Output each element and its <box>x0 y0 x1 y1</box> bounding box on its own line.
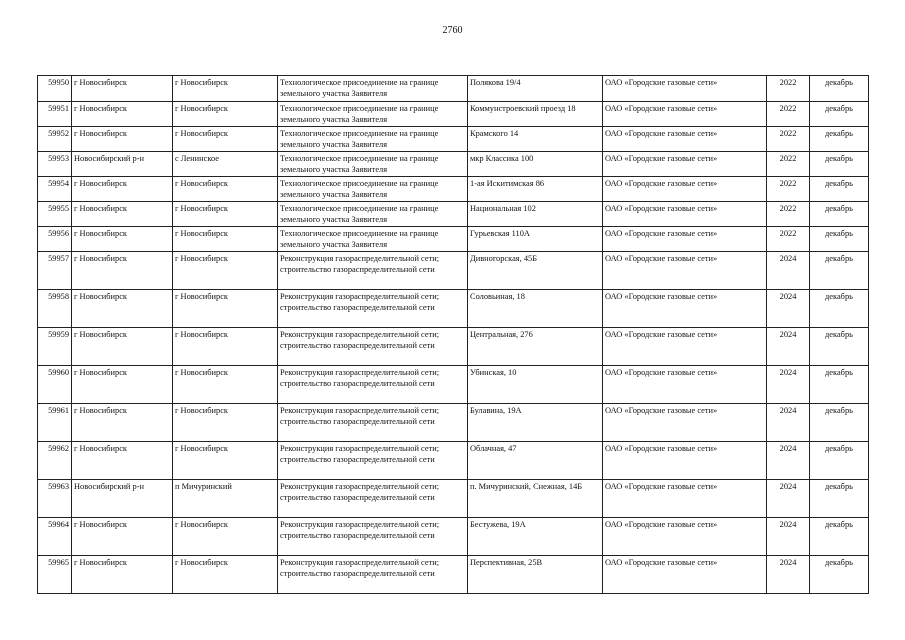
work-type-cell: Реконструкция газораспределительной сети; строительство газораспределительной сети <box>278 480 468 518</box>
row-number: 59956 <box>38 227 72 252</box>
row-number: 59957 <box>38 252 72 290</box>
organization-cell: ОАО «Городские газовые сети» <box>603 328 767 366</box>
district-cell: г Новосибирск <box>72 227 173 252</box>
organization-cell: ОАО «Городские газовые сети» <box>603 76 767 102</box>
work-type-cell: Реконструкция газораспределительной сети; строительство газораспределительной сети <box>278 290 468 328</box>
organization-cell: ОАО «Городские газовые сети» <box>603 252 767 290</box>
organization-cell: ОАО «Городские газовые сети» <box>603 102 767 127</box>
organization-cell: ОАО «Городские газовые сети» <box>603 366 767 404</box>
table-row <box>38 480 869 518</box>
year-cell: 2022 <box>767 152 810 177</box>
locality-cell: г Новосибирск <box>173 366 278 404</box>
year-cell: 2024 <box>767 442 810 480</box>
table-row <box>38 328 869 366</box>
month-cell: декабрь <box>810 76 869 102</box>
locality-cell: п Мичуринский <box>173 480 278 518</box>
month-cell: декабрь <box>810 127 869 152</box>
month-cell: декабрь <box>810 102 869 127</box>
locality-cell: г Новосибирск <box>173 227 278 252</box>
work-type-cell: Технологическое присоединение на границе земельного участка Заявителя <box>278 227 468 252</box>
month-cell: декабрь <box>810 556 869 594</box>
work-type-cell: Реконструкция газораспределительной сети; строительство газораспределительной сети <box>278 328 468 366</box>
table-row <box>38 177 869 202</box>
organization-cell: ОАО «Городские газовые сети» <box>603 518 767 556</box>
year-cell: 2024 <box>767 366 810 404</box>
row-number: 59953 <box>38 152 72 177</box>
address-cell: Центральная, 276 <box>468 328 603 366</box>
locality-cell: г Новосибирск <box>173 177 278 202</box>
table-row <box>38 102 869 127</box>
district-cell: г Новосибирск <box>72 518 173 556</box>
month-cell: декабрь <box>810 227 869 252</box>
row-number: 59965 <box>38 556 72 594</box>
work-type-cell: Технологическое присоединение на границе земельного участка Заявителя <box>278 102 468 127</box>
address-cell: мкр Классика 100 <box>468 152 603 177</box>
work-type-cell: Реконструкция газораспределительной сети; строительство газораспределительной сети <box>278 366 468 404</box>
organization-cell: ОАО «Городские газовые сети» <box>603 480 767 518</box>
month-cell: декабрь <box>810 366 869 404</box>
work-type-cell: Реконструкция газораспределительной сети; строительство газораспределительной сети <box>278 556 468 594</box>
month-cell: декабрь <box>810 480 869 518</box>
district-cell: г Новосибирск <box>72 556 173 594</box>
table-row <box>38 556 869 594</box>
organization-cell: ОАО «Городские газовые сети» <box>603 127 767 152</box>
year-cell: 2022 <box>767 202 810 227</box>
year-cell: 2022 <box>767 76 810 102</box>
table-body <box>38 76 869 594</box>
locality-cell: с Ленинское <box>173 152 278 177</box>
organization-cell: ОАО «Городские газовые сети» <box>603 152 767 177</box>
address-cell: Гурьевская 110А <box>468 227 603 252</box>
row-number: 59954 <box>38 177 72 202</box>
work-type-cell: Реконструкция газораспределительной сети; строительство газораспределительной сети <box>278 442 468 480</box>
district-cell: г Новосибирск <box>72 252 173 290</box>
address-cell: Соловьиная, 18 <box>468 290 603 328</box>
row-number: 59951 <box>38 102 72 127</box>
row-number: 59959 <box>38 328 72 366</box>
table-row <box>38 290 869 328</box>
row-number: 59962 <box>38 442 72 480</box>
locality-cell: г Новосибирск <box>173 102 278 127</box>
district-cell: г Новосибирск <box>72 328 173 366</box>
locality-cell: г Новосибирск <box>173 328 278 366</box>
organization-cell: ОАО «Городские газовые сети» <box>603 404 767 442</box>
month-cell: декабрь <box>810 518 869 556</box>
month-cell: декабрь <box>810 252 869 290</box>
district-cell: г Новосибирск <box>72 177 173 202</box>
district-cell: г Новосибирск <box>72 442 173 480</box>
month-cell: декабрь <box>810 177 869 202</box>
table-row <box>38 76 869 102</box>
table-row <box>38 252 869 290</box>
year-cell: 2024 <box>767 404 810 442</box>
district-cell: г Новосибирск <box>72 127 173 152</box>
address-cell: Булавина, 19А <box>468 404 603 442</box>
row-number: 59950 <box>38 76 72 102</box>
locality-cell: г Новосибирск <box>173 442 278 480</box>
district-cell: г Новосибирск <box>72 76 173 102</box>
year-cell: 2024 <box>767 290 810 328</box>
month-cell: декабрь <box>810 290 869 328</box>
year-cell: 2022 <box>767 177 810 202</box>
year-cell: 2022 <box>767 102 810 127</box>
row-number: 59964 <box>38 518 72 556</box>
table-row <box>38 442 869 480</box>
locality-cell: г Новосибирск <box>173 127 278 152</box>
district-cell: г Новосибирск <box>72 366 173 404</box>
work-type-cell: Технологическое присоединение на границе земельного участка Заявителя <box>278 202 468 227</box>
work-type-cell: Технологическое присоединение на границе земельного участка Заявителя <box>278 177 468 202</box>
table-row <box>38 366 869 404</box>
district-cell: г Новосибирск <box>72 404 173 442</box>
locality-cell: г Новосибирск <box>173 290 278 328</box>
year-cell: 2024 <box>767 480 810 518</box>
month-cell: декабрь <box>810 442 869 480</box>
row-number: 59960 <box>38 366 72 404</box>
table-row <box>38 127 869 152</box>
organization-cell: ОАО «Городские газовые сети» <box>603 227 767 252</box>
address-cell: Крамского 14 <box>468 127 603 152</box>
table-row <box>38 227 869 252</box>
year-cell: 2024 <box>767 252 810 290</box>
address-cell: Дивногорская, 45Б <box>468 252 603 290</box>
locality-cell: г Новосибирск <box>173 252 278 290</box>
month-cell: декабрь <box>810 202 869 227</box>
month-cell: декабрь <box>810 152 869 177</box>
table-row <box>38 518 869 556</box>
month-cell: декабрь <box>810 328 869 366</box>
district-cell: г Новосибирск <box>72 290 173 328</box>
row-number: 59955 <box>38 202 72 227</box>
row-number: 59958 <box>38 290 72 328</box>
organization-cell: ОАО «Городские газовые сети» <box>603 177 767 202</box>
work-type-cell: Реконструкция газораспределительной сети; строительство газораспределительной сети <box>278 518 468 556</box>
data-table <box>37 75 869 594</box>
address-cell: Перспективная, 25В <box>468 556 603 594</box>
year-cell: 2022 <box>767 227 810 252</box>
locality-cell: г Новосибирск <box>173 404 278 442</box>
year-cell: 2024 <box>767 556 810 594</box>
address-cell: Облачная, 47 <box>468 442 603 480</box>
work-type-cell: Технологическое присоединение на границе земельного участка Заявителя <box>278 152 468 177</box>
table-row <box>38 152 869 177</box>
row-number: 59963 <box>38 480 72 518</box>
organization-cell: ОАО «Городские газовые сети» <box>603 556 767 594</box>
address-cell: Коммунстроевский проезд 18 <box>468 102 603 127</box>
work-type-cell: Технологическое присоединение на границе земельного участка Заявителя <box>278 76 468 102</box>
year-cell: 2022 <box>767 127 810 152</box>
district-cell: г Новосибирск <box>72 102 173 127</box>
month-cell: декабрь <box>810 404 869 442</box>
address-cell: 1-ая Искитимская 86 <box>468 177 603 202</box>
organization-cell: ОАО «Городские газовые сети» <box>603 442 767 480</box>
locality-cell: г Новосибирск <box>173 76 278 102</box>
work-type-cell: Реконструкция газораспределительной сети; строительство газораспределительной сети <box>278 404 468 442</box>
locality-cell: г Новосибирск <box>173 556 278 594</box>
row-number: 59952 <box>38 127 72 152</box>
year-cell: 2024 <box>767 518 810 556</box>
work-type-cell: Технологическое присоединение на границе земельного участка Заявителя <box>278 127 468 152</box>
address-cell: Полякова 19/4 <box>468 76 603 102</box>
district-cell: Новосибирский р-н <box>72 480 173 518</box>
address-cell: п. Мичуринский, Снежная, 14Б <box>468 480 603 518</box>
address-cell: Национальная 102 <box>468 202 603 227</box>
address-cell: Убинская, 10 <box>468 366 603 404</box>
table-row <box>38 202 869 227</box>
row-number: 59961 <box>38 404 72 442</box>
organization-cell: ОАО «Городские газовые сети» <box>603 290 767 328</box>
district-cell: Новосибирский р-н <box>72 152 173 177</box>
locality-cell: г Новосибирск <box>173 202 278 227</box>
page-number: 2760 <box>442 25 463 36</box>
organization-cell: ОАО «Городские газовые сети» <box>603 202 767 227</box>
district-cell: г Новосибирск <box>72 202 173 227</box>
locality-cell: г Новосибирск <box>173 518 278 556</box>
address-cell: Бестужева, 19А <box>468 518 603 556</box>
work-type-cell: Реконструкция газораспределительной сети; строительство газораспределительной сети <box>278 252 468 290</box>
table-row <box>38 404 869 442</box>
year-cell: 2024 <box>767 328 810 366</box>
